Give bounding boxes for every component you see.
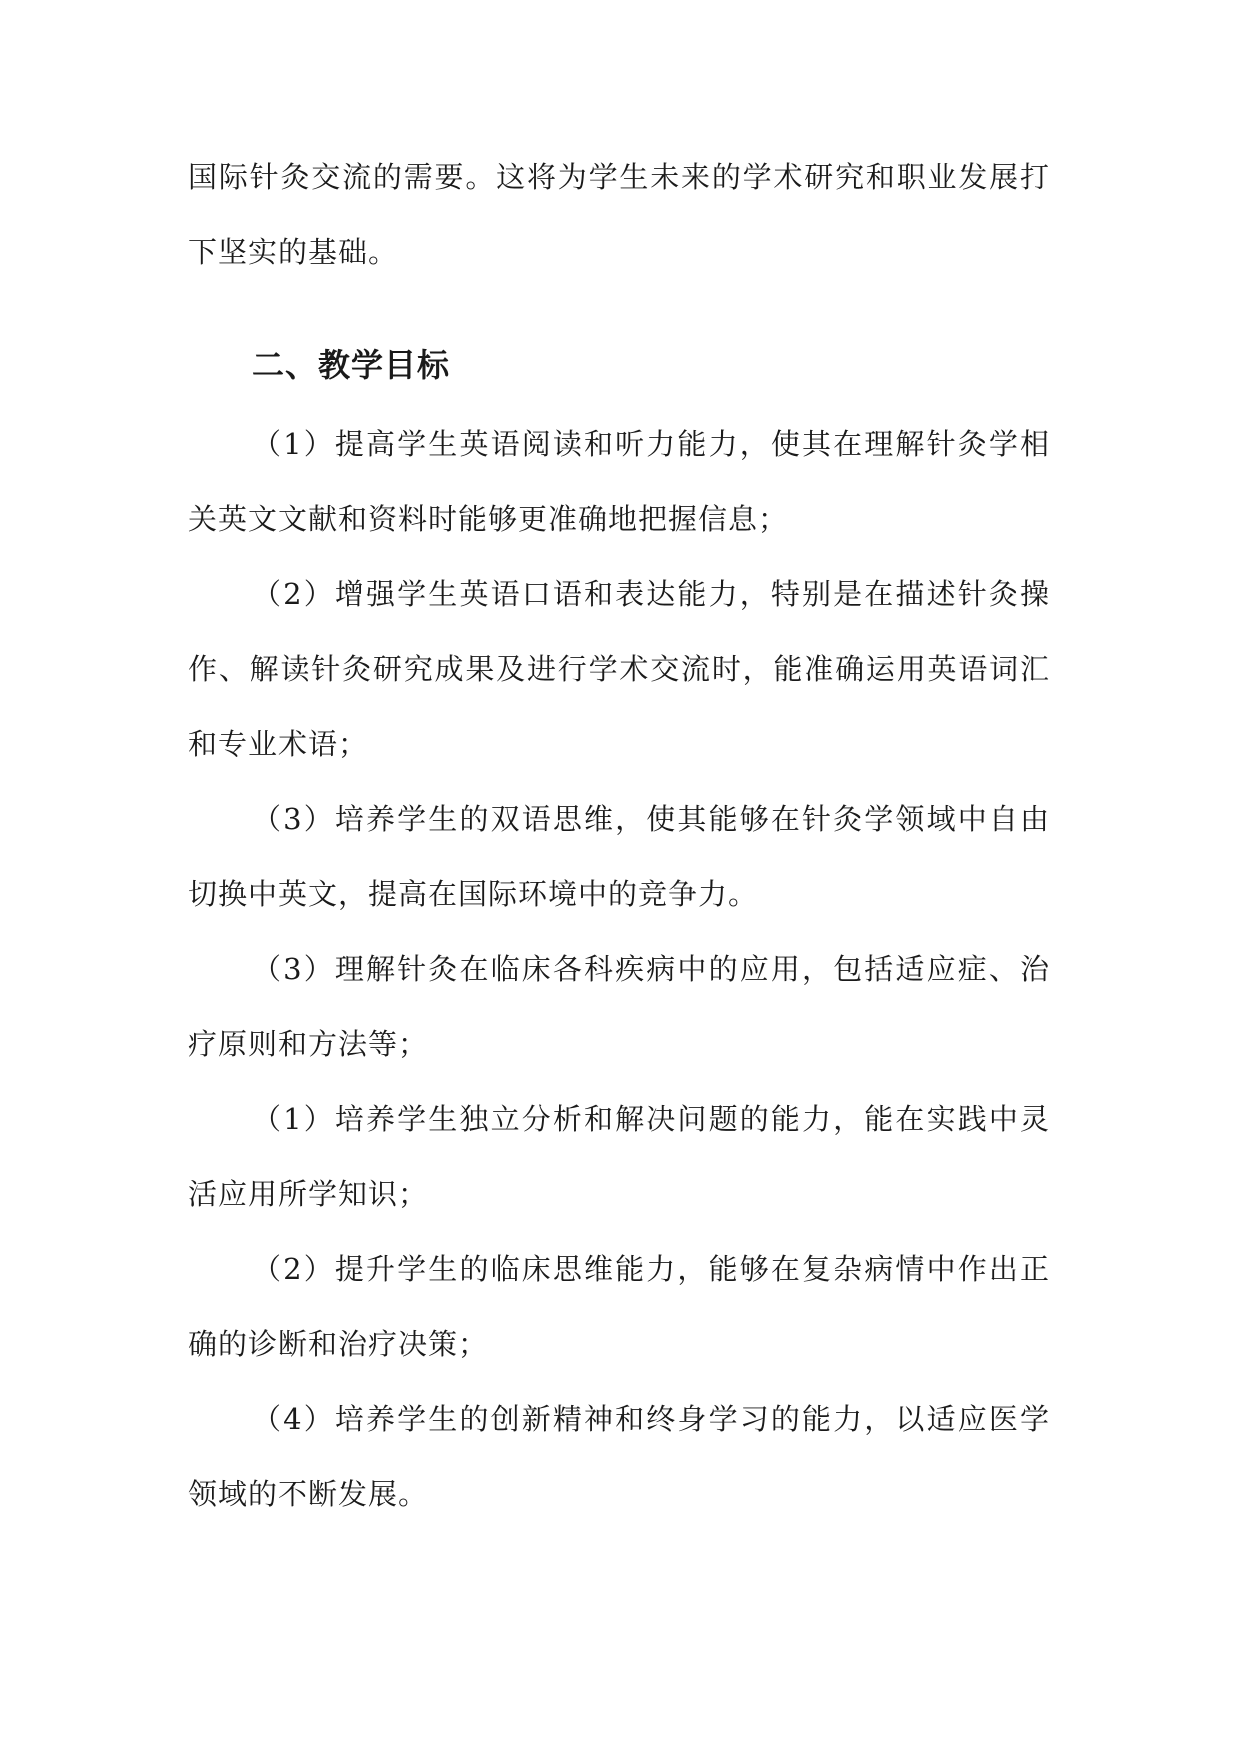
objective-paragraph: （1）提高学生英语阅读和听力能力，使其在理解针灸学相关英文文献和资料时能够更准确地把握信息； xyxy=(188,427,1050,536)
objective-paragraph: （4）培养学生的创新精神和终身学习的能力，以适应医学领域的不断发展。 xyxy=(188,1402,1050,1511)
objective-paragraph: （3）培养学生的双语思维，使其能够在针灸学领域中自由切换中英文，提高在国际环境中的竞争力。 xyxy=(188,802,1050,911)
objective-paragraph: （2）提升学生的临床思维能力，能够在复杂病情中作出正确的诊断和治疗决策； xyxy=(188,1252,1050,1361)
objective-paragraph: （1）培养学生独立分析和解决问题的能力，能在实践中灵活应用所学知识； xyxy=(188,1102,1050,1211)
page-content xyxy=(188,140,1050,1532)
objective-paragraph: （3）理解针灸在临床各科疾病中的应用，包括适应症、治疗原则和方法等； xyxy=(188,952,1050,1061)
objective-paragraph: （2）增强学生英语口语和表达能力，特别是在描述针灸操作、解读针灸研究成果及进行学术交流时，能准确运用英语词汇和专业术语； xyxy=(188,577,1050,761)
section-heading: 二、教学目标 xyxy=(252,346,451,384)
continued-paragraph: 国际针灸交流的需要。这将为学生未来的学术研究和职业发展打下坚实的基础。 xyxy=(188,160,1050,269)
